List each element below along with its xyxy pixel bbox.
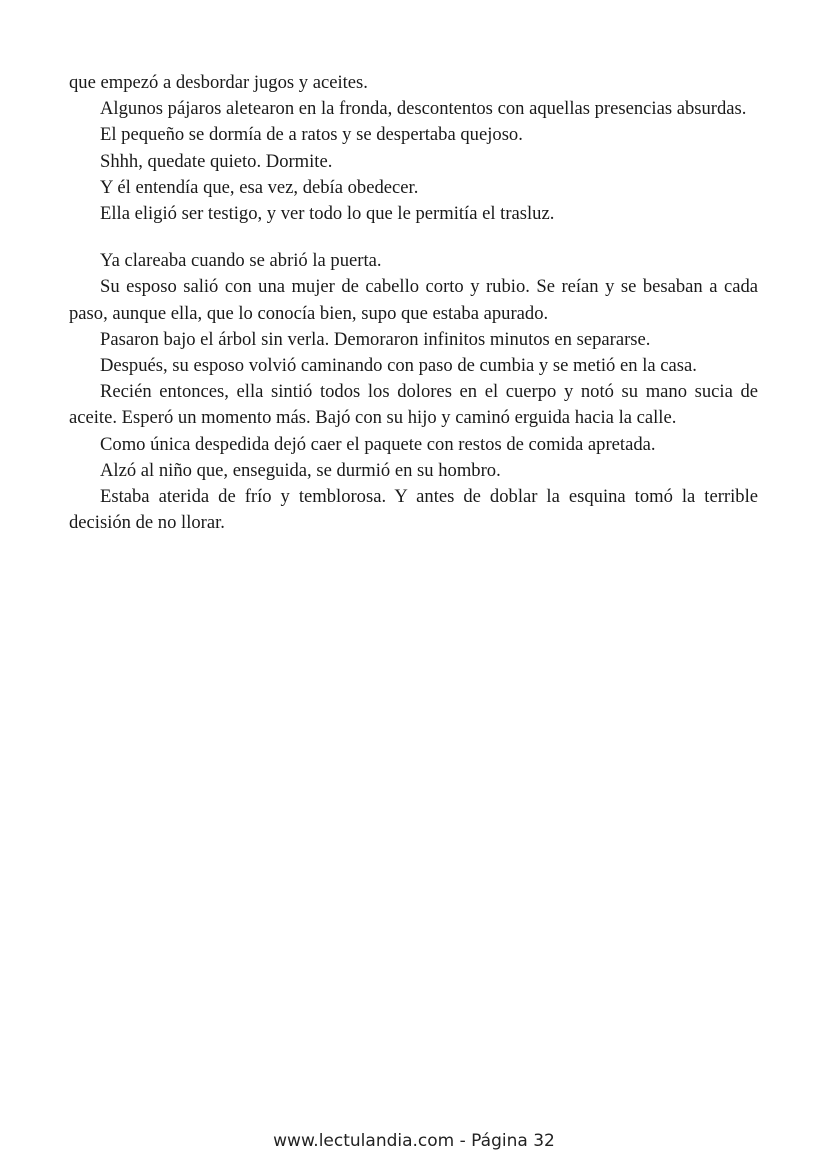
paragraph: El pequeño se dormía de a ratos y se despertaba quejoso. (100, 124, 523, 146)
paragraph: Y él entendía que, esa vez, debía obedecer. (100, 176, 419, 198)
paragraph: Pasaron bajo el árbol sin verla. Demoraron infinitos minutos en separarse. (100, 328, 651, 350)
paragraph: que empezó a desbordar jugos y aceites. (69, 72, 368, 93)
section-break (69, 227, 758, 248)
paragraph: Alzó al niño que, enseguida, se durmió en su hombro. (100, 459, 501, 481)
paragraph: Ella eligió ser testigo, y ver todo lo que le permitía el trasluz. (100, 203, 555, 225)
paragraph: Shhh, quedate quieto. Dormite. (100, 150, 333, 172)
page-body (69, 70, 758, 536)
paragraph: Algunos pájaros aletearon en la fronda, descontentos con aquellas presencias absurdas. (100, 98, 747, 120)
paragraph: Recién entonces, ella sintió todos los dolores en el cuerpo y notó su mano sucia de aceite. Esperó un momento más. Bajó con su hijo y caminó erguida hacia la calle. (69, 381, 758, 429)
paragraph: Estaba aterida de frío y temblorosa. Y antes de doblar la esquina tomó la terrible decisión de no llorar. (69, 486, 758, 534)
page-footer: www.lectulandia.com - Página 32 (273, 1131, 555, 1151)
paragraph: Ya clareaba cuando se abrió la puerta. (100, 250, 382, 272)
paragraph: Su esposo salió con una mujer de cabello corto y rubio. Se reían y se besaban a cada paso, aunque ella, que lo conocía bien, supo que estaba apurado. (69, 276, 758, 324)
paragraph: Después, su esposo volvió caminando con paso de cumbia y se metió en la casa. (100, 355, 697, 377)
paragraph: Como única despedida dejó caer el paquete con restos de comida apretada. (100, 433, 656, 455)
